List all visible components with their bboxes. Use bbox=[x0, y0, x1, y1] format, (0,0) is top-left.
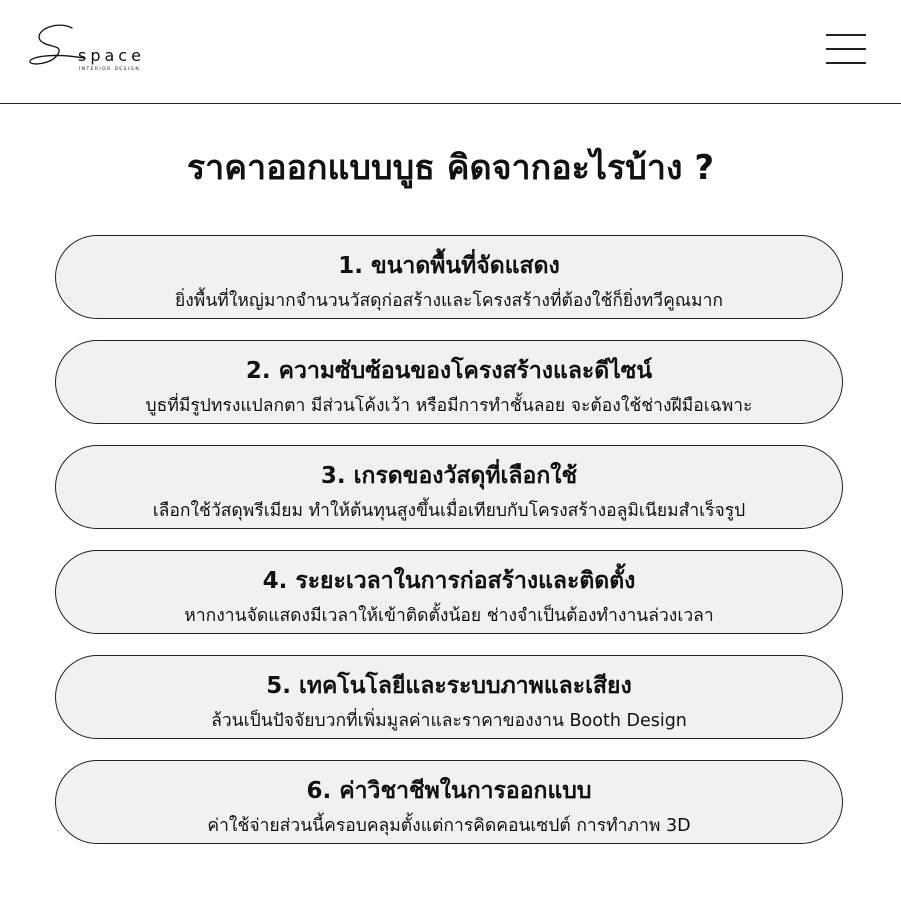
factor-title: 4. ระยะเวลาในการก่อสร้างและติดตั้ง bbox=[262, 568, 636, 594]
factor-title: 3. เกรดของวัสดุที่เลือกใช้ bbox=[320, 463, 578, 489]
site-header bbox=[0, 0, 901, 104]
factor-description: หากงานจัดแสดงมีเวลาให้เข้าติดตั้งน้อย ช่างจำเป็นต้องทำงานล่วงเวลา bbox=[184, 606, 714, 626]
hamburger-icon[interactable] bbox=[826, 33, 866, 65]
factor-card-2 bbox=[55, 340, 843, 424]
factor-card-3 bbox=[55, 445, 843, 529]
factor-description: ค่าใช้จ่ายส่วนนี้ครอบคลุมตั้งแต่การคิดคอนเซปต์ การทำภาพ 3D bbox=[207, 816, 691, 836]
factor-description: บูธที่มีรูปทรงแปลกตา มีส่วนโค้งเว้า หรือมีการทำชั้นลอย จะต้องใช้ช่างฝีมือเฉพาะ bbox=[145, 396, 753, 416]
factor-title: 6. ค่าวิชาชีพในการออกแบบ bbox=[306, 778, 592, 804]
factor-card-5 bbox=[55, 655, 843, 739]
factor-card-1 bbox=[55, 235, 843, 319]
factor-description: ยิ่งพื้นที่ใหญ่มากจำนวนวัสดุก่อสร้างและโครงสร้างที่ต้องใช้ก็ยิ่งทวีคูณมาก bbox=[175, 291, 723, 311]
logo-tagline: INTERIOR DESIGN bbox=[79, 67, 141, 72]
factor-description: ล้วนเป็นปัจจัยบวกที่เพิ่มมูลค่าและราคาของงาน Booth Design bbox=[211, 711, 687, 731]
factor-title: 5. เทคโนโลยีและระบบภาพและเสียง bbox=[266, 673, 632, 699]
logo-wordmark: space bbox=[78, 46, 145, 65]
factor-title: 1. ขนาดพื้นที่จัดแสดง bbox=[338, 253, 560, 279]
logo[interactable] bbox=[28, 22, 168, 82]
factor-list bbox=[55, 235, 845, 865]
page-title: ราคาออกแบบบูธ คิดจากอะไรบ้าง ? bbox=[186, 148, 715, 188]
factor-description: เลือกใช้วัสดุพรีเมียม ทำให้ต้นทุนสูงขึ้นเมื่อเทียบกับโครงสร้างอลูมิเนียมสำเร็จรูป bbox=[152, 501, 746, 521]
factor-card-4 bbox=[55, 550, 843, 634]
factor-card-6 bbox=[55, 760, 843, 844]
factor-title: 2. ความซับซ้อนของโครงสร้างและดีไซน์ bbox=[245, 358, 653, 384]
